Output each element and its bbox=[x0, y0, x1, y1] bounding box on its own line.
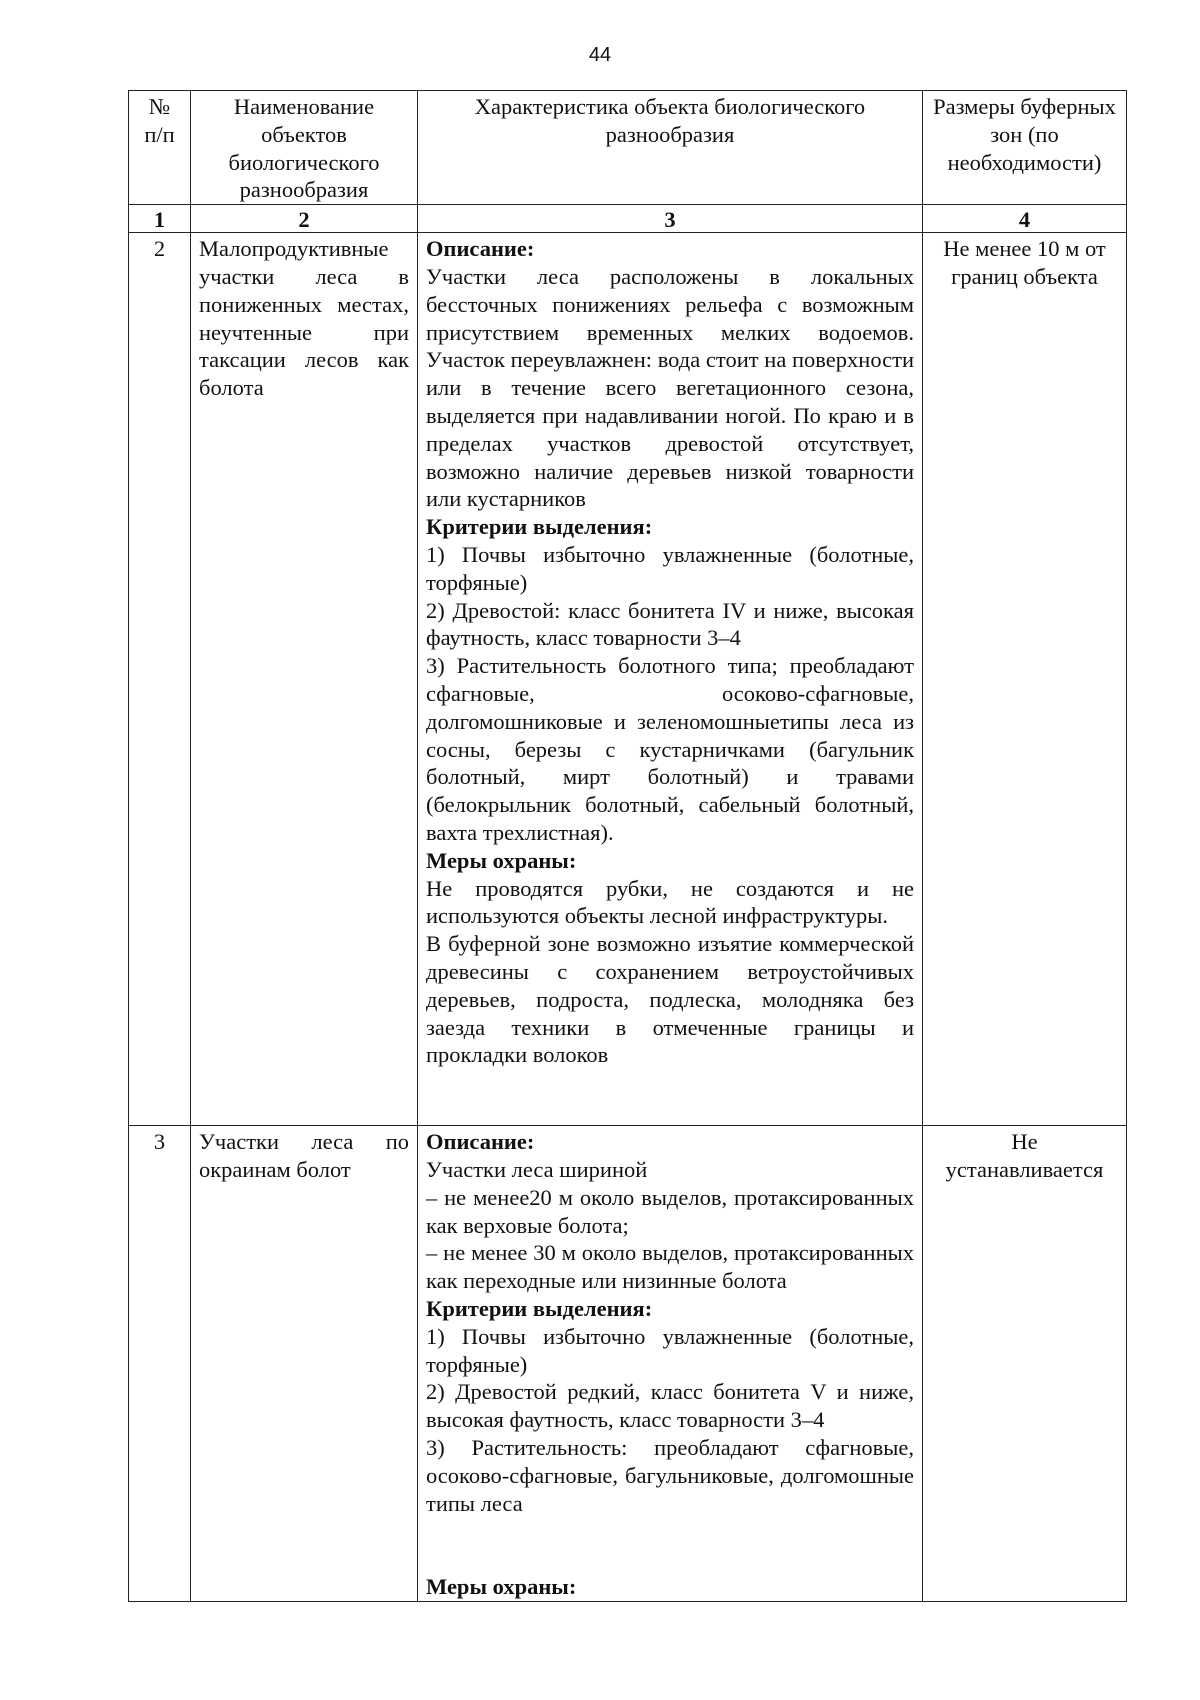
row-number: 2 bbox=[129, 233, 191, 1126]
description-line: Участки леса шириной bbox=[426, 1156, 648, 1182]
header-object-name: Наименование объектов биологического разнообразия bbox=[191, 91, 418, 205]
criteria-heading: Критерии выделения: bbox=[426, 514, 653, 540]
protection-heading: Меры охраны: bbox=[426, 1574, 577, 1600]
buffer-zone-size: Не менее 10 м от границ объекта bbox=[923, 233, 1127, 1126]
header-number: № п/п bbox=[129, 91, 191, 205]
criteria-heading: Критерии выделения: bbox=[426, 1295, 653, 1321]
header-characteristics: Характеристика объекта биологического разнообразия bbox=[418, 91, 923, 205]
column-number-2: 2 bbox=[191, 205, 418, 233]
criteria-item: 2) Древостой: класс бонитета IV и ниже, высокая фаутность, класс товарности 3–4 bbox=[426, 597, 914, 651]
buffer-zone-size: Не устанавливается bbox=[923, 1126, 1127, 1602]
description-line: – не менее 30 м около выделов, протаксированных как переходные или низинные болота bbox=[426, 1240, 914, 1294]
object-name: Участки леса по окраинам болот bbox=[191, 1126, 418, 1602]
row-number: 3 bbox=[129, 1126, 191, 1602]
page-number: 44 bbox=[588, 44, 612, 66]
table-header-row bbox=[129, 91, 1127, 205]
protection-heading: Меры охраны: bbox=[426, 847, 577, 873]
column-number-4: 4 bbox=[923, 205, 1127, 233]
object-characteristics bbox=[418, 1126, 923, 1602]
table-row bbox=[129, 233, 1127, 1126]
criteria-item: 3) Растительность болотного типа; преобладают сфагновые, осоково-сфагновые, долгомошниковые и зеленомошныетипы леса из сосны, березы с кустарничками (багульник болотный, мирт болотный) и травами (белокрыльник болотный, сабельный болотный, вахта трехлистная). bbox=[426, 653, 914, 845]
criteria-item: 3) Растительность: преобладают сфагновые, осоково-сфагновые, багульниковые, долгомошные типы леса bbox=[426, 1434, 914, 1516]
criteria-item: 1) Почвы избыточно увлажненные (болотные, торфяные) bbox=[426, 1323, 914, 1377]
criteria-item: 1) Почвы избыточно увлажненные (болотные, торфяные) bbox=[426, 541, 914, 595]
biodiversity-table bbox=[128, 90, 1127, 1602]
column-number-3: 3 bbox=[418, 205, 923, 233]
protection-item: В буферной зоне возможно изъятие коммерческой древесины с сохранением ветроустойчивых деревьев, подроста, подлеска, молодняка без заезда техники в отмеченные границы и прокладки волоков bbox=[426, 931, 914, 1068]
description-text: Участки леса расположены в локальных бессточных понижениях рельефа с возможным присутствием временных мелких водоемов. Участок переувлажнен: вода стоит на поверхности или в течение всего вегетационного сезона, выделяется при надавливании ногой. По краю и в пределах участков древостой отсутствует, возможно наличие деревьев низкой товарности или кустарников bbox=[426, 263, 914, 512]
blank-space bbox=[426, 1517, 914, 1573]
description-heading: Описание: bbox=[426, 236, 535, 262]
description-line: – не менее20 м около выделов, протаксированных как верховые болота; bbox=[426, 1184, 914, 1238]
description-heading: Описание: bbox=[426, 1129, 535, 1155]
protection-item: Не проводятся рубки, не создаются и не используются объекты лесной инфраструктуры. bbox=[426, 875, 914, 929]
object-characteristics bbox=[418, 233, 923, 1126]
table-row bbox=[129, 1126, 1127, 1602]
criteria-item: 2) Древостой редкий, класс бонитета V и ниже, высокая фаутность, класс товарности 3–4 bbox=[426, 1379, 914, 1433]
column-number-row bbox=[129, 205, 1127, 233]
object-name: Малопродуктивные участки леса в пониженных местах, неучтенные при таксации лесов как болота bbox=[191, 233, 418, 1126]
header-buffer-zones: Размеры буферных зон (по необходимости) bbox=[923, 91, 1127, 205]
column-number-1: 1 bbox=[129, 205, 191, 233]
